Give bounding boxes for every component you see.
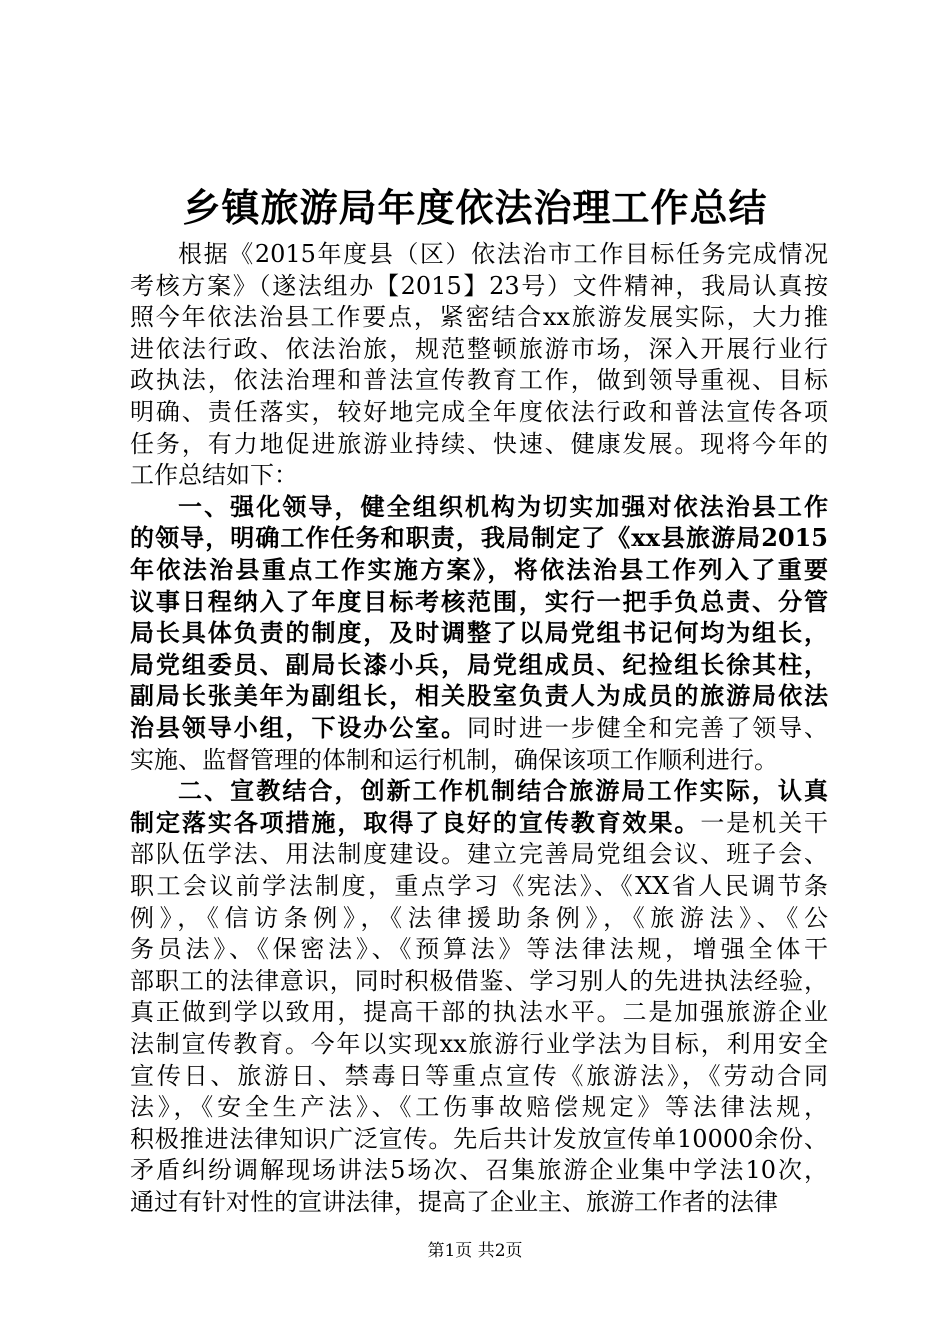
body-line: 局长具体负责的制度，及时调整了以局党组书记何均为组长， <box>130 618 828 647</box>
body-line: 法》，《安全生产法》、《工伤事故赔偿规定》等法律法规， <box>130 1093 828 1121</box>
body-line: 实施、监督管理的体制和运行机制，确保该项工作顺利进行。 <box>130 746 778 774</box>
body-line: 根据《2015年度县（区）依法治市工作目标任务完成情况 <box>178 240 828 268</box>
body-line: 职工会议前学法制度，重点学习《宪法》、《XX省人民调节条 <box>130 872 828 900</box>
body-line: 务员法》、《保密法》、《预算法》等法律法规，增强全体干 <box>130 935 828 963</box>
body-line: 部职工的法律意识，同时积极借鉴、学习别人的先进执法经验， <box>130 967 828 995</box>
body-line <box>130 712 828 744</box>
text-segment: 一是机关干 <box>700 809 829 837</box>
bold-segment: 制定落实各项措施，取得了良好的宣传教育效果。 <box>130 808 701 837</box>
document-title: 乡镇旅游局年度依法治理工作总结 <box>182 185 768 230</box>
bold-segment: 治县领导小组，下设办公室。 <box>130 713 467 742</box>
body-line: 法制宣传教育。今年以实现xx旅游行业学法为目标，利用安全 <box>130 1030 828 1058</box>
body-line <box>130 807 828 839</box>
body-line: 照今年依法治县工作要点，紧密结合xx旅游发展实际，大力推 <box>130 303 828 331</box>
body-line: 局党组委员、副局长漆小兵，局党组成员、纪捡组长徐其柱， <box>130 650 828 679</box>
body-line: 任务，有力地促进旅游业持续、快速、健康发展。现将今年的 <box>130 430 828 458</box>
body-line: 一、强化领导，健全组织机构为切实加强对依法治县工作 <box>178 492 828 521</box>
page-footer: 第1页 共2页 <box>427 1241 523 1261</box>
body-line: 例》，《信访条例》，《法律援助条例》，《旅游法》、《公 <box>130 904 828 932</box>
body-line: 部队伍学法、用法制度建设。建立完善局党组会议、班子会、 <box>130 840 828 868</box>
body-line: 积极推进法律知识广泛宣传。先后共计发放宣传单10000余份、 <box>130 1125 828 1153</box>
body-line: 进依法行政、依法治旅，规范整顿旅游市场，深入开展行业行 <box>130 335 828 363</box>
body-line: 宣传日、旅游日、禁毒日等重点宣传《旅游法》，《劳动合同 <box>130 1062 828 1090</box>
body-line: 矛盾纠纷调解现场讲法5场次、召集旅游企业集中学法10次， <box>130 1156 828 1184</box>
body-line: 政执法，依法治理和普法宣传教育工作，做到领导重视、目标 <box>130 366 828 394</box>
body-line: 年依法治县重点工作实施方案》，将依法治县工作列入了重要 <box>130 555 828 584</box>
body-line: 的领导，明确工作任务和职责，我局制定了《xx县旅游局2015 <box>130 523 828 552</box>
body-line: 工作总结如下： <box>130 461 298 489</box>
body-line: 考核方案》（遂法组办【2015】23号）文件精神，我局认真按 <box>130 272 828 300</box>
body-line: 副局长张美年为副组长，相关股室负责人为成员的旅游局依法 <box>130 681 828 710</box>
body-line: 真正做到学以致用，提高干部的执法水平。二是加强旅游企业 <box>130 998 828 1026</box>
body-line: 议事日程纳入了年度目标考核范围，实行一把手负总责、分管 <box>130 587 828 616</box>
body-line: 二、宣教结合，创新工作机制结合旅游局工作实际，认真 <box>178 776 828 805</box>
body-line: 明确、责任落实，较好地完成全年度依法行政和普法宣传各项 <box>130 398 828 426</box>
body-line: 通过有针对性的宣讲法律，提高了企业主、旅游工作者的法律 <box>130 1188 778 1216</box>
text-segment: 同时进一步健全和完善了领导、 <box>467 714 828 742</box>
